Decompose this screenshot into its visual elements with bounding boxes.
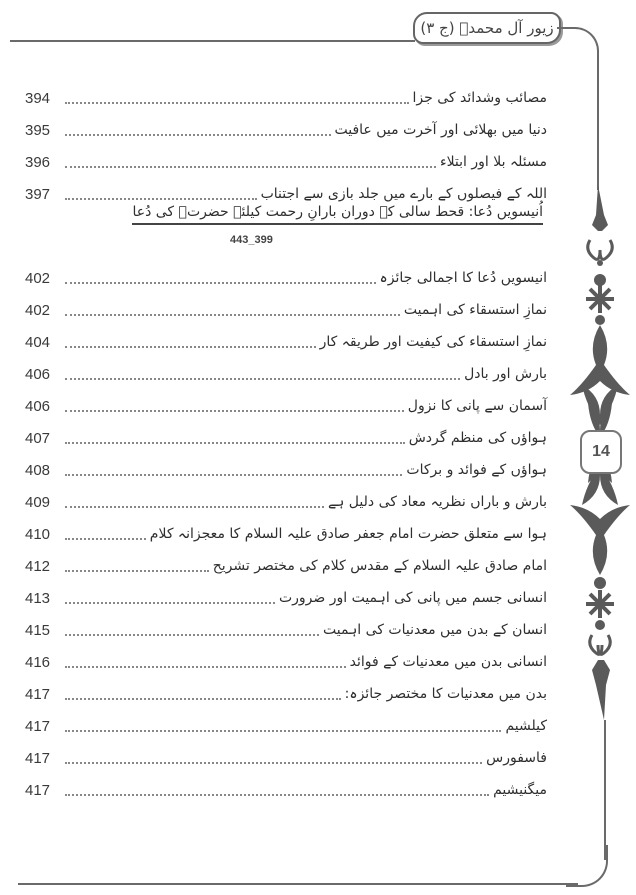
- toc-title: انسانی بدن میں معدنیات کے فوائد: [349, 654, 547, 670]
- toc-page-number: 417: [25, 750, 51, 767]
- toc-page-number: 406: [25, 398, 51, 415]
- toc-title: دنیا میں بھلائی اور آخرت میں عافیت: [334, 122, 547, 138]
- leader-dots: [65, 441, 405, 444]
- toc-page-number: 394: [25, 90, 51, 107]
- toc-page-number: 417: [25, 686, 51, 703]
- leader-dots: [65, 101, 409, 104]
- toc-entry[interactable]: [25, 320, 547, 352]
- toc-title: میگنیشیم: [493, 782, 547, 798]
- toc-page-number: 407: [25, 430, 51, 447]
- running-header: [413, 12, 561, 44]
- toc-entry[interactable]: [25, 384, 547, 416]
- page-number: 14: [592, 443, 610, 460]
- toc-entry[interactable]: [25, 768, 547, 800]
- toc-page-number: 408: [25, 462, 51, 479]
- toc-entry[interactable]: [25, 544, 547, 576]
- toc-entry[interactable]: [25, 416, 547, 448]
- leader-dots: [65, 601, 275, 604]
- toc-page-number: 413: [25, 590, 51, 607]
- leader-dots: [65, 665, 346, 668]
- toc-entry[interactable]: [25, 172, 547, 204]
- leader-dots: [65, 761, 482, 764]
- leader-dots: [65, 569, 209, 572]
- toc-title: ہواؤں کے فوائد و برکات: [406, 462, 547, 478]
- toc-title: انسانی جسم میں پانی کی اہمیت اور ضرورت: [278, 590, 547, 606]
- leader-dots: [65, 505, 324, 508]
- toc-entry[interactable]: [25, 480, 547, 512]
- section-heading: اُنیسویں دُعا: قحط سالی کے دوران بارانِ رحمت کیلئے حضرتؑ کی دُعا: [132, 204, 543, 225]
- toc-page-number: 402: [25, 270, 51, 287]
- toc-entry[interactable]: [25, 672, 547, 704]
- table-of-contents: [25, 76, 547, 800]
- toc-page-number: 416: [25, 654, 51, 671]
- border-corner-top: [557, 27, 599, 69]
- leader-dots: [65, 633, 319, 636]
- toc-page-number: 415: [25, 622, 51, 639]
- leader-dots: [65, 345, 316, 348]
- toc-entry[interactable]: [25, 608, 547, 640]
- toc-title: ہوا سے متعلق حضرت امام جعفر صادق علیہ السلام کا معجزانہ کلام: [149, 526, 547, 542]
- leader-dots: [65, 473, 402, 476]
- page-number-badge: [580, 430, 622, 474]
- leader-dots: [65, 281, 376, 284]
- leader-dots: [65, 729, 501, 732]
- leader-dots: [65, 165, 436, 168]
- toc-page-number: 417: [25, 782, 51, 799]
- toc-entry[interactable]: [25, 704, 547, 736]
- toc-title: مسئلہ بلا اور ابتلاء: [439, 154, 547, 170]
- toc-page-number: 409: [25, 494, 51, 511]
- toc-title: ہواؤں کی منظم گردش: [408, 430, 547, 446]
- leader-dots: [65, 313, 400, 316]
- top-rule: [10, 40, 415, 42]
- toc-title: انسان کے بدن میں معدنیات کی اہمیت: [323, 622, 547, 638]
- border-right-upper: [597, 60, 599, 190]
- toc-page-number: 396: [25, 154, 51, 171]
- toc-title: فاسفورس: [486, 750, 547, 766]
- leader-dots: [65, 133, 331, 136]
- section-page-range: 443_399: [230, 234, 273, 246]
- toc-entry[interactable]: [25, 512, 547, 544]
- toc-title: انیسویں دُعا کا اجمالی جائزہ: [379, 270, 547, 286]
- toc-entry[interactable]: [25, 140, 547, 172]
- toc-title: بدن میں معدنیات کا مختصر جائزہ:: [344, 686, 547, 702]
- toc-section[interactable]: [25, 204, 547, 256]
- toc-entry[interactable]: [25, 448, 547, 480]
- toc-title: نمازِ استسقاء کی کیفیت اور طریقہ کار: [319, 334, 547, 350]
- book-title: زیور آل محمدؑ (ج ۳): [420, 19, 554, 37]
- toc-title: آسمان سے پانی کا نزول: [407, 398, 547, 414]
- bottom-rule: [18, 883, 578, 885]
- toc-title: بارش و باراں نظریہ معاد کی دلیل ہے: [327, 494, 547, 510]
- toc-page-number: 397: [25, 186, 51, 203]
- toc-entry[interactable]: [25, 256, 547, 288]
- toc-title: بارش اور بادل: [464, 366, 547, 382]
- toc-page-number: 417: [25, 718, 51, 735]
- toc-title: امام صادق علیہ السلام کے مقدس کلام کی مختصر تشریح: [212, 558, 547, 574]
- toc-page-number: 404: [25, 334, 51, 351]
- toc-page-number: 406: [25, 366, 51, 383]
- toc-entry[interactable]: [25, 736, 547, 768]
- toc-page-number: 402: [25, 302, 51, 319]
- leader-dots: [65, 377, 460, 380]
- leader-dots: [65, 697, 341, 700]
- toc-page-number: 412: [25, 558, 51, 575]
- toc-entry[interactable]: [25, 352, 547, 384]
- toc-entry[interactable]: [25, 76, 547, 108]
- border-corner-bottom: [566, 845, 608, 887]
- toc-page-number: 410: [25, 526, 51, 543]
- leader-dots: [65, 409, 404, 412]
- toc-entry[interactable]: [25, 288, 547, 320]
- toc-entry[interactable]: [25, 576, 547, 608]
- toc-title: مصائب وشدائد کی جزا: [412, 90, 547, 106]
- toc-page-number: 395: [25, 122, 51, 139]
- toc-title: نمازِ استسقاء کی اہمیت: [403, 302, 547, 318]
- leader-dots: [65, 537, 146, 540]
- border-right-lower: [604, 720, 606, 860]
- leader-dots: [65, 197, 257, 200]
- toc-title: کیلشیم: [505, 718, 547, 734]
- toc-title: اللہ کے فیصلوں کے بارے میں جلد بازی سے اجتناب: [260, 186, 547, 202]
- toc-entry[interactable]: [25, 640, 547, 672]
- leader-dots: [65, 793, 489, 796]
- toc-entry[interactable]: [25, 108, 547, 140]
